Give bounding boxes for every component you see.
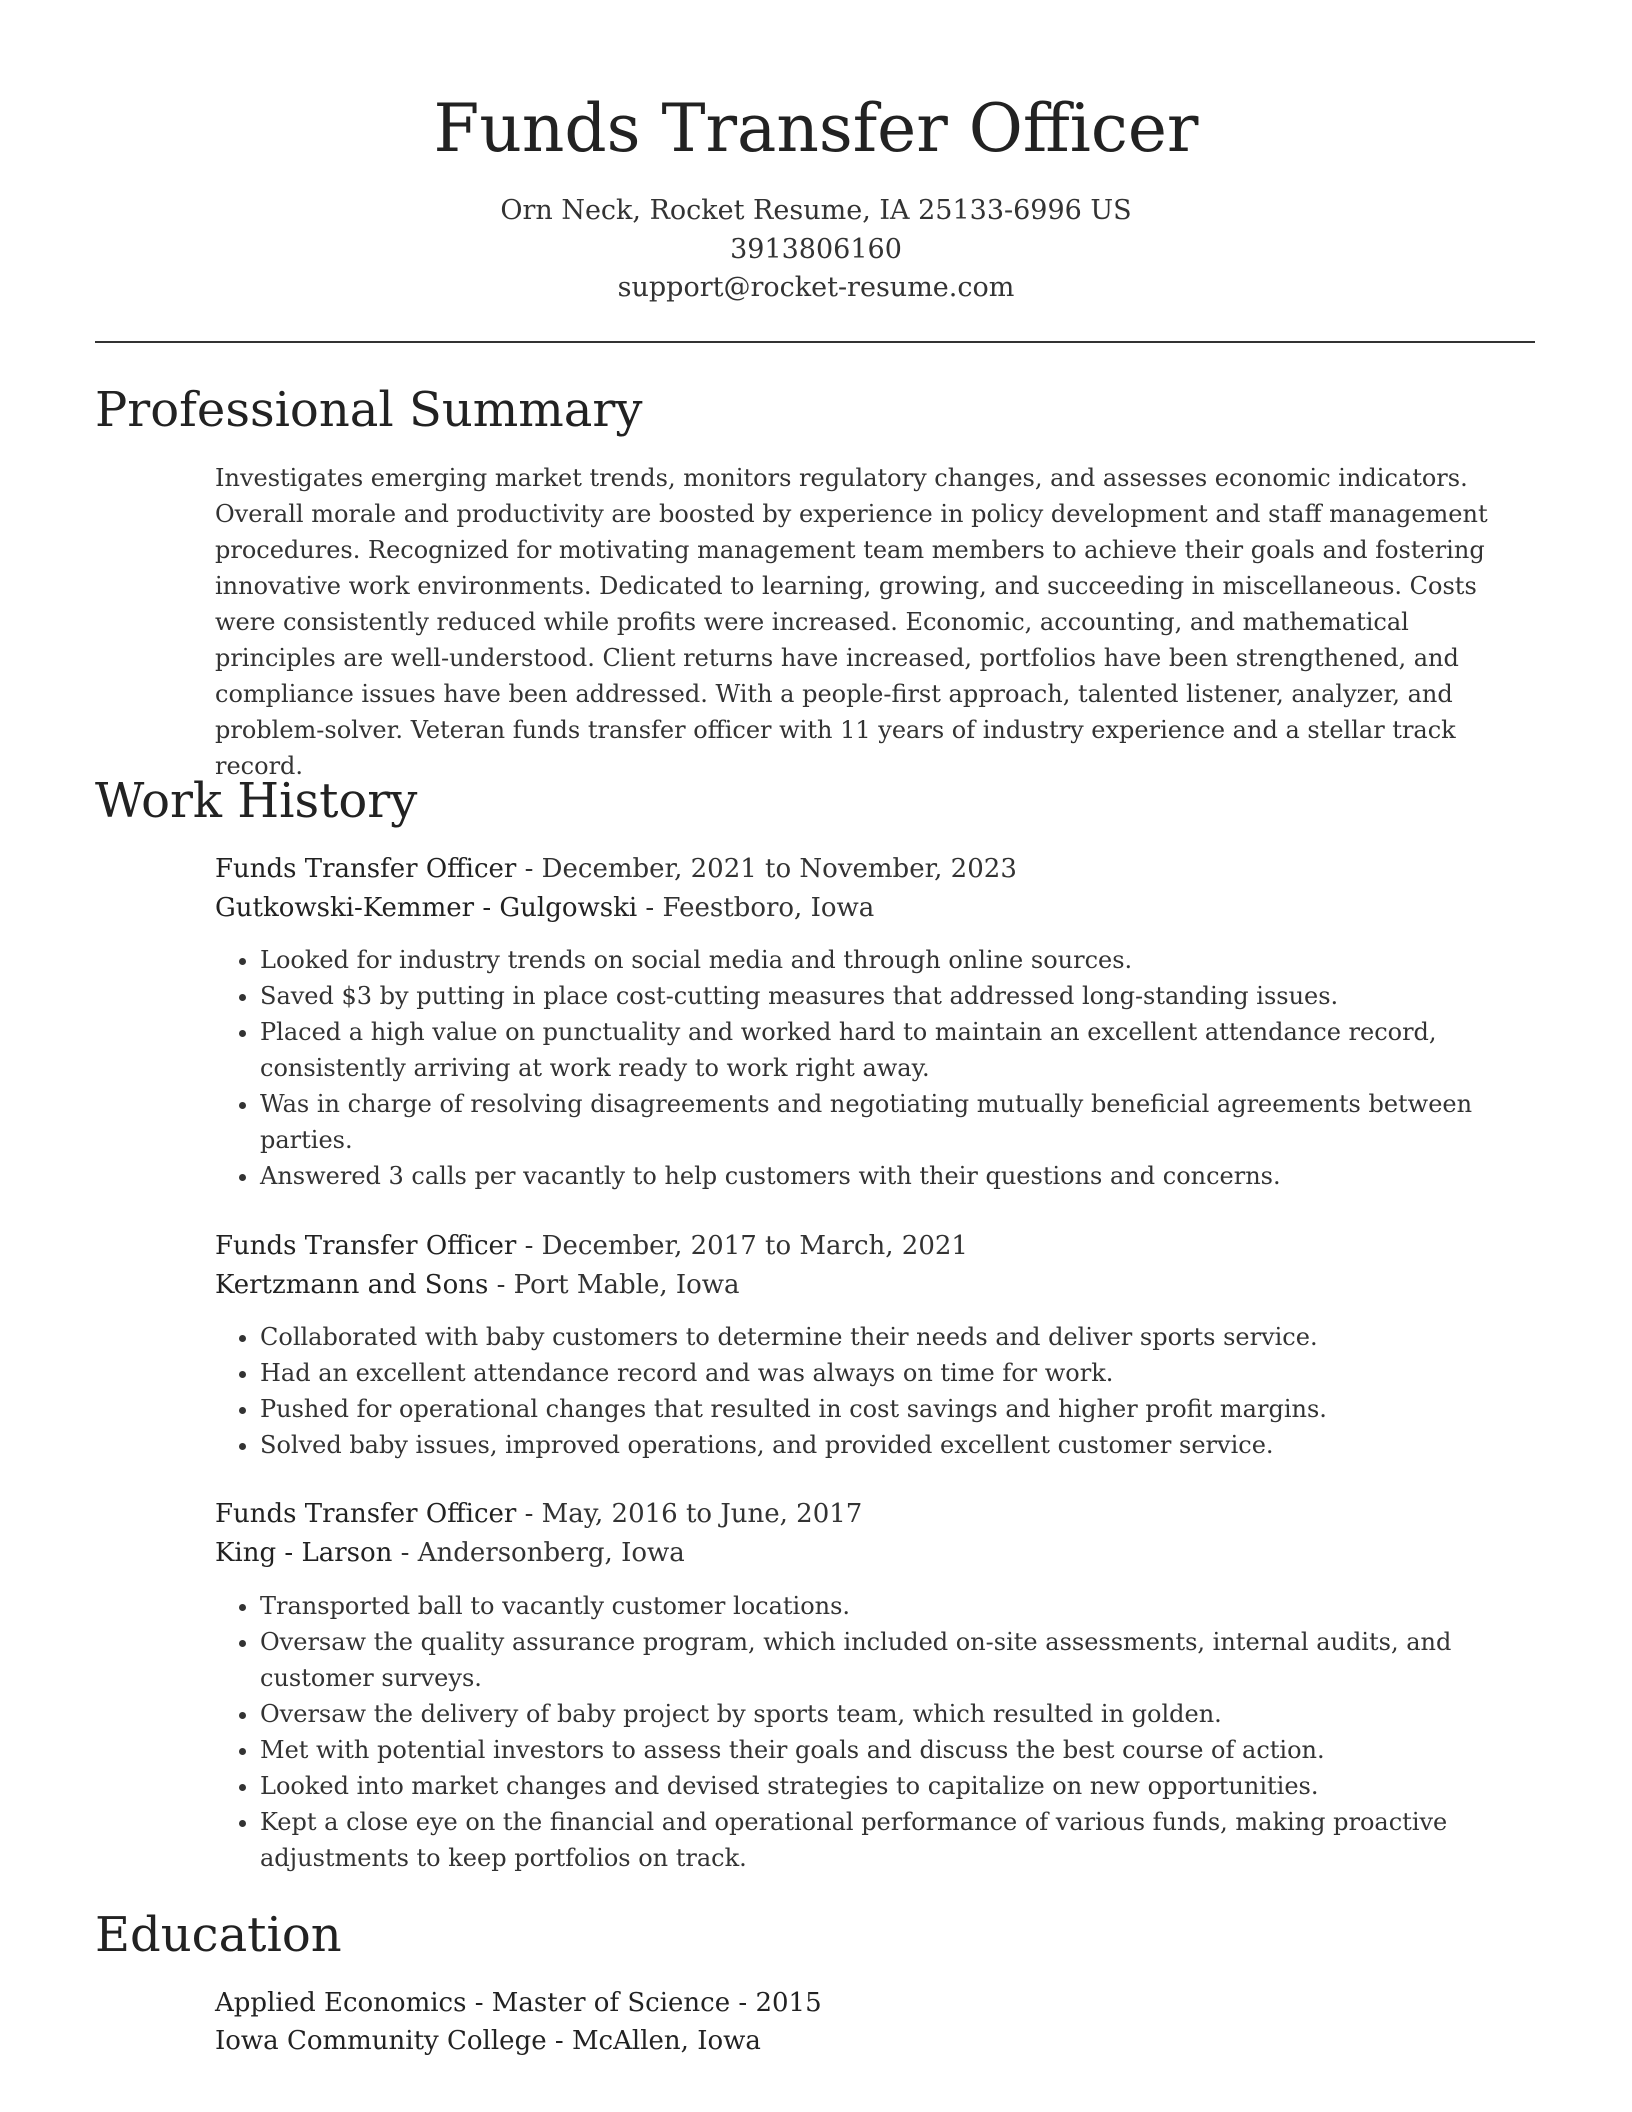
- list-item: • Oversaw the quality assurance program, which included on-site assessments, internal audits, and customer surveys.: [260, 1624, 1535, 1696]
- job-bullets: [215, 1588, 1535, 1876]
- separator: -: [488, 1270, 514, 1300]
- list-item: • Answered 3 calls per vacantly to help customers with their questions and concerns.: [260, 1158, 1535, 1194]
- list-item: • Collaborated with baby customers to determine their needs and deliver sports service.: [260, 1319, 1535, 1355]
- list-item: • Pushed for operational changes that resulted in cost savings and higher profit margins.: [260, 1391, 1535, 1427]
- job-dates: December, 2017 to March, 2021: [541, 1231, 968, 1261]
- education-school: Iowa Community College: [215, 2026, 547, 2056]
- job-title-line: [215, 1226, 1535, 1266]
- list-item: • Solved baby issues, improved operations, and provided excellent customer service.: [260, 1427, 1535, 1463]
- education-degree: Master of Science: [491, 1988, 731, 2018]
- job-dates: December, 2021 to November, 2023: [541, 854, 1017, 884]
- education-year: 2015: [755, 1988, 822, 2018]
- list-item: • Placed a high value on punctuality and worked hard to maintain an excellent attendance record, consistently arriving at work ready to work right away.: [260, 1014, 1535, 1086]
- separator: -: [730, 1988, 756, 2018]
- job-title: Funds Transfer Officer: [215, 1499, 517, 1529]
- separator: -: [466, 1988, 492, 2018]
- separator: -: [546, 2026, 572, 2056]
- job-location: Port Mable, Iowa: [513, 1270, 740, 1300]
- education-degree-line: [215, 1984, 1535, 2022]
- separator: -: [516, 1499, 542, 1529]
- education-field: Applied Economics: [215, 1988, 467, 2018]
- separator: -: [637, 893, 663, 923]
- job-location: Andersonberg, Iowa: [417, 1538, 685, 1568]
- summary-text: Investigates emerging market trends, monitors regulatory changes, and assesses economic indicators. Overall morale and productivity are boosted by experience in policy development and staff management procedures. Recognized for motivating management team members to achieve their goals and fostering innovative work environments. Dedicated to learning, growing, and succeeding in miscellaneous. Costs were consistently reduced while profits were increased. Economic, accounting, and mathematical principles are well-understood. Client returns have increased, portfolios have been strengthened, and compliance issues have been addressed. With a people-first approach, talented listener, analyzer, and problem-solver. Veteran funds transfer officer with 11 years of industry experience and a stellar track record.: [215, 464, 1488, 780]
- contact-email: support@rocket-resume.com: [617, 272, 1015, 303]
- header-divider: [95, 341, 1535, 343]
- education-location: McAllen, Iowa: [571, 2026, 761, 2056]
- job-location: Feestboro, Iowa: [662, 893, 875, 923]
- separator: -: [516, 1231, 542, 1261]
- job-company-line: [215, 1265, 1535, 1305]
- job-bullets: [215, 942, 1535, 1194]
- job-title-line: [215, 849, 1535, 889]
- job-company-line: [215, 888, 1535, 928]
- education-heading: Education: [95, 1907, 342, 1963]
- contact-phone: 3913806160: [730, 234, 902, 265]
- list-item: • Looked into market changes and devised strategies to capitalize on new opportunities.: [260, 1768, 1535, 1804]
- summary-heading: Professional Summary: [95, 382, 643, 438]
- list-item: • Looked for industry trends on social media and through online sources.: [260, 942, 1535, 978]
- contact-address: Orn Neck, Rocket Resume, IA 25133-6996 US: [500, 195, 1132, 226]
- job-company-line: [215, 1533, 1535, 1573]
- job-company: Kertzmann and Sons: [215, 1270, 489, 1300]
- list-item: • Oversaw the delivery of baby project by sports team, which resulted in golden.: [260, 1696, 1535, 1732]
- work-history-heading: Work History: [95, 773, 418, 829]
- job-bullets: [215, 1319, 1535, 1463]
- job-title-line: [215, 1494, 1535, 1534]
- job-company: Gutkowski-Kemmer - Gulgowski: [215, 893, 638, 923]
- education-school-line: [215, 2022, 1535, 2060]
- list-item: • Saved $3 by putting in place cost-cutting measures that addressed long-standing issues.: [260, 978, 1535, 1014]
- list-item: • Met with potential investors to assess their goals and discuss the best course of action.: [260, 1732, 1535, 1768]
- job-title: Funds Transfer Officer: [215, 1231, 517, 1261]
- list-item: • Was in charge of resolving disagreements and negotiating mutually beneficial agreements between parties.: [260, 1086, 1535, 1158]
- job-title: Funds Transfer Officer: [215, 854, 517, 884]
- job-company: King - Larson: [215, 1538, 393, 1568]
- separator: -: [392, 1538, 418, 1568]
- list-item: • Kept a close eye on the financial and operational performance of various funds, making proactive adjustments to keep portfolios on track.: [260, 1804, 1535, 1876]
- candidate-name: Funds Transfer Officer: [433, 90, 1199, 167]
- list-item: • Transported ball to vacantly customer locations.: [260, 1588, 1535, 1624]
- job-dates: May, 2016 to June, 2017: [541, 1499, 863, 1529]
- separator: -: [516, 854, 542, 884]
- list-item: • Had an excellent attendance record and was always on time for work.: [260, 1355, 1535, 1391]
